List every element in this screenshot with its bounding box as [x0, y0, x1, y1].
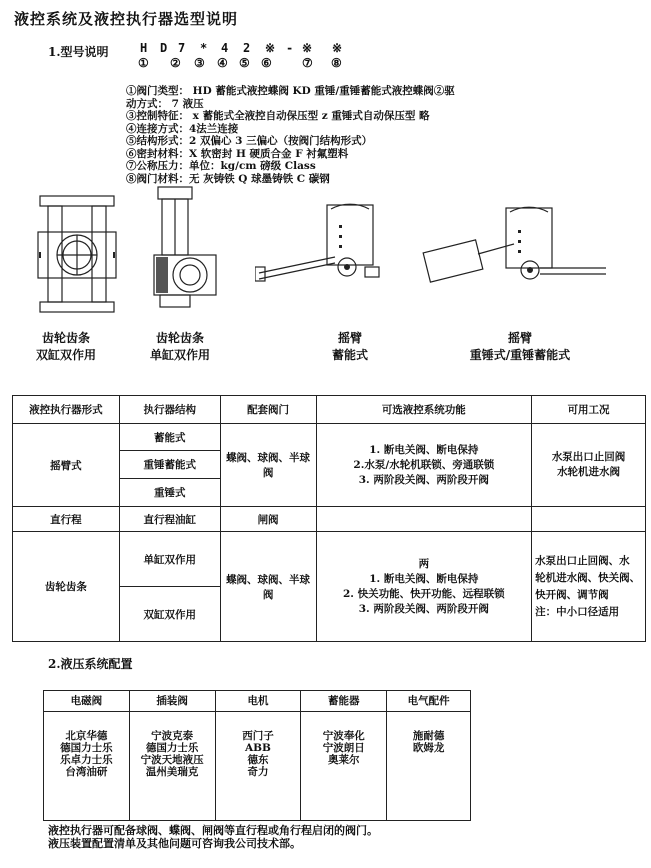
function-line: 2. 快关功能、快开功能、远程联锁: [343, 587, 505, 600]
model-description: [126, 85, 626, 185]
structure-cell: 蓄能式: [119, 424, 220, 451]
structure-cell: 重锤式: [119, 479, 220, 507]
model-index: ②: [170, 56, 181, 70]
brand-item: 德国力士乐: [145, 742, 199, 754]
actuator-form-cell: 直行程: [13, 507, 120, 532]
brand-item: 德国力士乐: [60, 742, 113, 754]
model-index: ③: [194, 56, 205, 70]
table-row: [13, 424, 646, 451]
model-index: ⑤: [239, 56, 250, 70]
rocker-accumulator-drawing: [255, 195, 390, 290]
model-index: ④: [217, 56, 228, 70]
figure-caption-line: 摇臂: [337, 331, 362, 345]
actuator-selection-table: [12, 395, 646, 642]
table-row: [44, 712, 471, 821]
function-line: 两: [418, 557, 430, 570]
table-header: 执行器结构: [119, 396, 220, 424]
condition-line: 水轮机进水阀: [557, 466, 621, 478]
figure-caption-rack-double: [6, 330, 126, 364]
model-desc-line: ⑦公称压力：单位：kg/cm 磅级 Class: [126, 160, 316, 172]
rack-pinion-double-cylinder-drawing: [30, 192, 122, 317]
model-index: ①: [138, 56, 149, 70]
page-title: 液控系统及液控执行器选型说明: [14, 10, 239, 28]
model-desc-line: ④连接方式：4法兰连接: [126, 122, 239, 135]
brand-item: 乐卓力士乐: [60, 754, 113, 766]
brand-item: 宁波朗日: [322, 742, 365, 754]
condition-cell: [532, 532, 646, 642]
condition-cell: [532, 424, 646, 507]
structure-cell: 直行程油缸: [119, 507, 220, 532]
table-header: 电磁阀: [44, 691, 130, 712]
footer-note: [48, 824, 378, 850]
condition-line: 轮机进水阀、快关阀、: [535, 571, 641, 584]
condition-line: 水泵出口止回阀、水: [535, 554, 630, 567]
brand-item: 西门子: [242, 730, 274, 742]
model-index: ⑥: [261, 56, 272, 70]
model-code-char: *: [200, 41, 208, 55]
brand-item: 奇力: [247, 766, 269, 778]
figure-caption-line: 蓄能式: [331, 348, 368, 362]
function-cell: [316, 424, 532, 507]
brand-list-cell: [129, 712, 215, 821]
brand-list-cell: [387, 712, 471, 821]
table-header: 可用工况: [532, 396, 646, 424]
model-code-char: 2: [243, 41, 251, 55]
model-index: ⑧: [331, 56, 342, 70]
function-cell: [316, 532, 532, 642]
condition-line: 水泵出口止回阀: [551, 451, 626, 463]
valve-cell: 蝶阀、球阀、半球阀: [220, 532, 316, 642]
figure-caption-line: 重锤式/重锤蓄能式: [469, 348, 571, 362]
hydraulic-config-table: [43, 690, 471, 821]
model-code-char: 4: [221, 41, 229, 55]
brand-list-cell: [44, 712, 130, 821]
brand-list-cell: [301, 712, 387, 821]
model-code-char: H: [140, 41, 148, 55]
brand-item: 北京华德: [65, 730, 108, 742]
function-line: 3. 两阶段关阀、两阶段开阀: [358, 473, 489, 486]
model-code-char: ※: [302, 41, 313, 55]
table-header-row: [44, 691, 471, 712]
rack-pinion-single-cylinder-drawing: [150, 185, 220, 315]
brand-item: 德东: [247, 754, 269, 766]
structure-cell: 单缸双作用: [119, 532, 220, 587]
model-code-char: ※: [332, 41, 343, 55]
figure-caption-rocker-accumulator: [290, 330, 410, 364]
brand-item: 宁波奉化: [322, 730, 365, 742]
figure-caption-line: 摇臂: [507, 331, 532, 345]
function-line: 2.水泵/水轮机联锁、旁通联锁: [353, 458, 495, 471]
valve-cell: 蝶阀、球阀、半球阀: [220, 424, 316, 507]
function-line: 1. 断电关阀、断电保持: [369, 572, 479, 585]
function-cell: [316, 507, 532, 532]
model-code-char: ※: [265, 41, 276, 55]
table-row: [13, 532, 646, 587]
table-header: 液控执行器形式: [13, 396, 120, 424]
condition-line: 注：中小口径适用: [535, 605, 620, 618]
table-header: 配套阀门: [220, 396, 316, 424]
actuator-form-cell: 摇臂式: [13, 424, 120, 507]
table-header: 插装阀: [129, 691, 215, 712]
valve-cell: 闸阀: [220, 507, 316, 532]
model-desc-line: ⑥密封材料：X 软密封 H 硬质合金 F 衬氟塑料: [126, 147, 349, 160]
brand-item: 施耐德: [412, 730, 445, 742]
figure-caption-rocker-hammer: [440, 330, 600, 364]
figure-caption-line: 齿轮齿条: [155, 331, 204, 345]
figure-caption-line: 单缸双作用: [149, 348, 210, 362]
brand-item: 宁波天地液压: [140, 754, 204, 766]
model-desc-line: ⑤结构形式：2 双偏心 3 三偏心（按阀门结构形式）: [126, 135, 373, 147]
footer-line: 液压装置配置清单及其他问题可咨询我公司技术部。: [48, 837, 301, 850]
model-desc-line: 动方式： 7 液压: [126, 97, 204, 110]
model-code-char: 7: [178, 41, 186, 55]
brand-item: 欧姆龙: [412, 742, 445, 754]
hydraulic-section-title: 2.液压系统配置: [48, 657, 133, 671]
figure-caption-line: 齿轮齿条: [41, 331, 90, 345]
figure-caption-rack-single: [120, 330, 240, 364]
model-code-char: D: [160, 41, 168, 55]
figure-caption-line: 双缸双作用: [35, 348, 96, 362]
function-line: 1. 断电关阀、断电保持: [369, 443, 479, 456]
brand-item: ABB: [245, 742, 271, 754]
brand-item: 台湾油研: [65, 766, 108, 778]
table-header-row: [13, 396, 646, 424]
footer-line: 液控执行器可配备球阀、蝶阀、闸阀等直行程或角行程启闭的阀门。: [48, 824, 378, 837]
table-header: 蓄能器: [301, 691, 387, 712]
model-index: ⑦: [302, 56, 313, 70]
model-code-char: -: [286, 41, 294, 55]
structure-cell: 双缸双作用: [119, 587, 220, 642]
brand-list-cell: [215, 712, 301, 821]
rocker-heavy-hammer-drawing: [420, 200, 610, 290]
model-section-label: 1.型号说明: [48, 45, 109, 59]
table-header: 可选液控系统功能: [316, 396, 532, 424]
brand-item: 温州美瑞克: [145, 766, 199, 778]
model-desc-line: ③控制特征： x 蓄能式全液控自动保压型 z 重锤式自动保压型 略: [126, 110, 430, 122]
table-row: [13, 507, 646, 532]
model-desc-line: ①阀门类型： HD 蓄能式液控蝶阀 KD 重锤/重锤蓄能式液控蝶阀②驱: [126, 85, 455, 97]
structure-cell: 重锤蓄能式: [119, 451, 220, 479]
function-line: 3. 两阶段关阀、两阶段开阀: [358, 602, 489, 615]
brand-item: 奥莱尔: [328, 754, 360, 766]
actuator-form-cell: 齿轮齿条: [13, 532, 120, 642]
condition-line: 快开阀、调节阀: [535, 588, 609, 601]
condition-cell: [532, 507, 646, 532]
brand-item: 宁波克泰: [151, 730, 194, 742]
table-header: 电气配件: [387, 691, 471, 712]
table-header: 电机: [215, 691, 301, 712]
model-desc-line: ⑧阀门材料：无 灰铸铁 Q 球墨铸铁 C 碳钢: [126, 172, 330, 185]
